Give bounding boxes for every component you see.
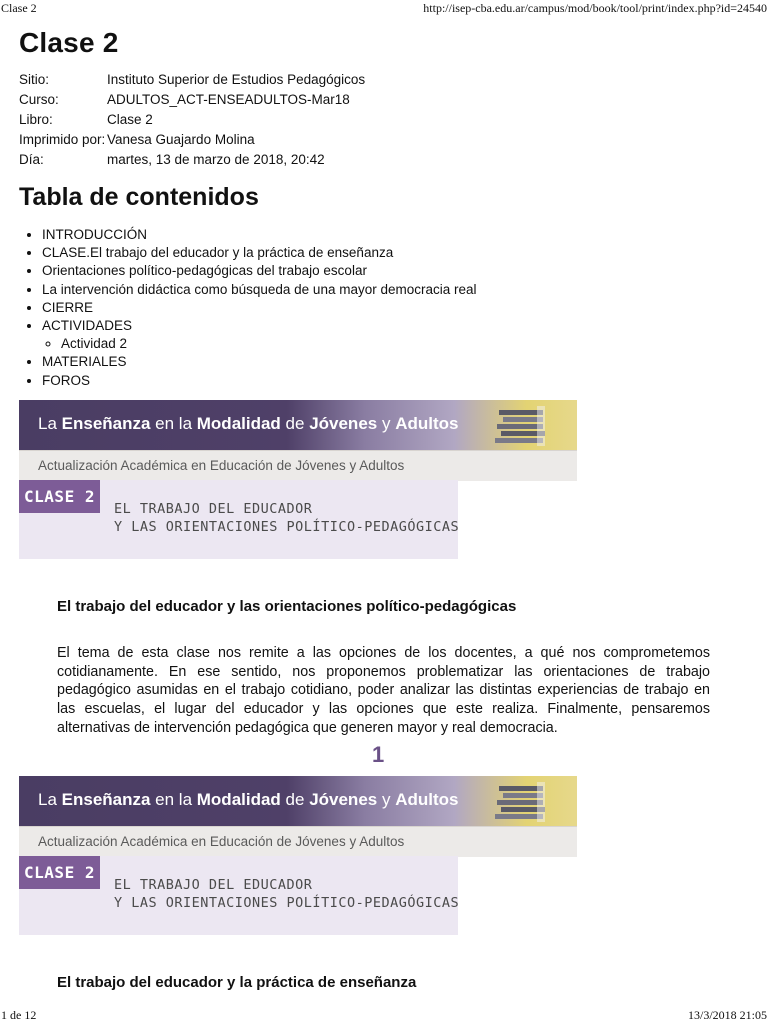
meta-key: Libro:: [19, 112, 53, 127]
meta-value: Clase 2: [107, 112, 153, 127]
meta-value: Instituto Superior de Estudios Pedagógicos: [107, 72, 366, 87]
toc-item-label[interactable]: FOROS: [42, 372, 91, 388]
meta-row-book: [19, 112, 579, 132]
banner-class-block: [19, 480, 458, 559]
toc-item-label[interactable]: La intervención didáctica como búsqueda de una mayor democracia real: [42, 281, 477, 297]
toc-item-introduccion[interactable]: [42, 226, 477, 244]
toc-item-orientaciones[interactable]: [42, 262, 477, 280]
meta-value: Vanesa Guajardo Molina: [107, 132, 255, 147]
meta-key: Imprimido por:: [19, 132, 106, 147]
banner-title: La Enseñanza en la Modalidad de Jóvenes y Adultos: [38, 414, 459, 433]
meta-key: Sitio:: [19, 72, 50, 87]
toc-item-label[interactable]: Actividad 2: [61, 336, 128, 352]
section-heading: El trabajo del educador y las orientaciones político-pedagógicas: [57, 598, 517, 615]
toc-item-materiales[interactable]: [42, 353, 477, 371]
banner-class-title-line-2: Y LAS ORIENTACIONES POLÍTICO-PEDAGÓGICAS: [114, 895, 460, 911]
meta-value: ADULTOS_ACT-ENSEADULTOS-Mar18: [107, 92, 350, 107]
meta-row-course: [19, 92, 579, 112]
banner-subtitle-bar: [19, 450, 577, 481]
banner-class-title: [114, 500, 459, 536]
print-header: [0, 1, 768, 17]
toc-item-clase[interactable]: [42, 244, 477, 262]
print-header-url: http://isep-cba.edu.ar/campus/mod/book/tool/print/index.php?id=24540: [423, 1, 767, 15]
banner-subtitle-bar: [19, 826, 577, 857]
print-footer-page: 1 de 12: [1, 1008, 37, 1022]
meta-key: Día:: [19, 152, 44, 167]
toc-item-label[interactable]: ACTIVIDADES: [42, 318, 133, 334]
meta-row-date: [19, 152, 579, 172]
toc-item-intervencion[interactable]: [42, 281, 477, 299]
toc-subitem-actividad-2[interactable]: [61, 335, 477, 353]
page-number: 1: [372, 742, 385, 767]
banner-subtitle: Actualización Académica en Educación de Jóvenes y Adultos: [38, 834, 405, 849]
section-paragraph: El tema de esta clase nos remite a las opciones de los docentes, a qué nos comprometemos cotidianamente. En ese sentido, nos proponemos problematizar las orientaciones de trabajo pedagógico asumidas en el trabajo cotidiano, poder analizar las distintas experiencias de trabajo en las escuelas, el lugar del educador y las opciones que este realiza. Finalmente, pensaremos alternativas de intervención pedagógica que generen mayor y real democracia.: [57, 645, 710, 736]
course-banner: [19, 776, 577, 935]
print-footer-date: 13/3/2018 21:05: [687, 1008, 767, 1022]
print-footer: [0, 1008, 768, 1024]
banner-class-block: [19, 856, 458, 935]
toc-item-cierre[interactable]: [42, 299, 477, 317]
banner-class-title-line-1: EL TRABAJO DEL EDUCADOR: [114, 501, 313, 517]
meta-row-printed-by: [19, 132, 579, 152]
section-heading: El trabajo del educador y la práctica de enseñanza: [57, 974, 417, 991]
book-info-table: [19, 72, 579, 172]
page-title: Clase 2: [19, 27, 119, 58]
banner-top: [19, 400, 577, 450]
class-tag: CLASE 2: [19, 856, 100, 889]
toc-sublist: [42, 335, 477, 353]
toc-title: Tabla de contenidos: [19, 183, 259, 211]
toc-item-foros[interactable]: [42, 372, 477, 390]
banner-title: La Enseñanza en la Modalidad de Jóvenes y Adultos: [38, 790, 459, 809]
meta-key: Curso:: [19, 92, 59, 107]
toc-item-label[interactable]: Orientaciones político-pedagógicas del trabajo escolar: [42, 263, 367, 279]
books-icon: [493, 780, 553, 824]
banner-class-title: [114, 876, 459, 912]
toc-item-label[interactable]: CLASE.El trabajo del educador y la práctica de enseñanza: [42, 245, 394, 261]
course-banner: [19, 400, 577, 559]
banner-class-title-line-1: EL TRABAJO DEL EDUCADOR: [114, 877, 313, 893]
toc-item-label[interactable]: MATERIALES: [42, 354, 127, 370]
toc-item-label[interactable]: INTRODUCCIÓN: [42, 227, 147, 242]
class-tag: CLASE 2: [19, 480, 100, 513]
books-icon: [493, 404, 553, 448]
banner-top: [19, 776, 577, 826]
meta-value: martes, 13 de marzo de 2018, 20:42: [107, 152, 325, 167]
toc-item-actividades[interactable]: [42, 317, 477, 353]
table-of-contents: [30, 226, 477, 390]
banner-subtitle: Actualización Académica en Educación de Jóvenes y Adultos: [38, 458, 405, 473]
meta-row-site: [19, 72, 579, 92]
banner-class-title-line-2: Y LAS ORIENTACIONES POLÍTICO-PEDAGÓGICAS: [114, 519, 460, 535]
toc-item-label[interactable]: CIERRE: [42, 299, 94, 315]
print-header-title: Clase 2: [1, 1, 37, 15]
